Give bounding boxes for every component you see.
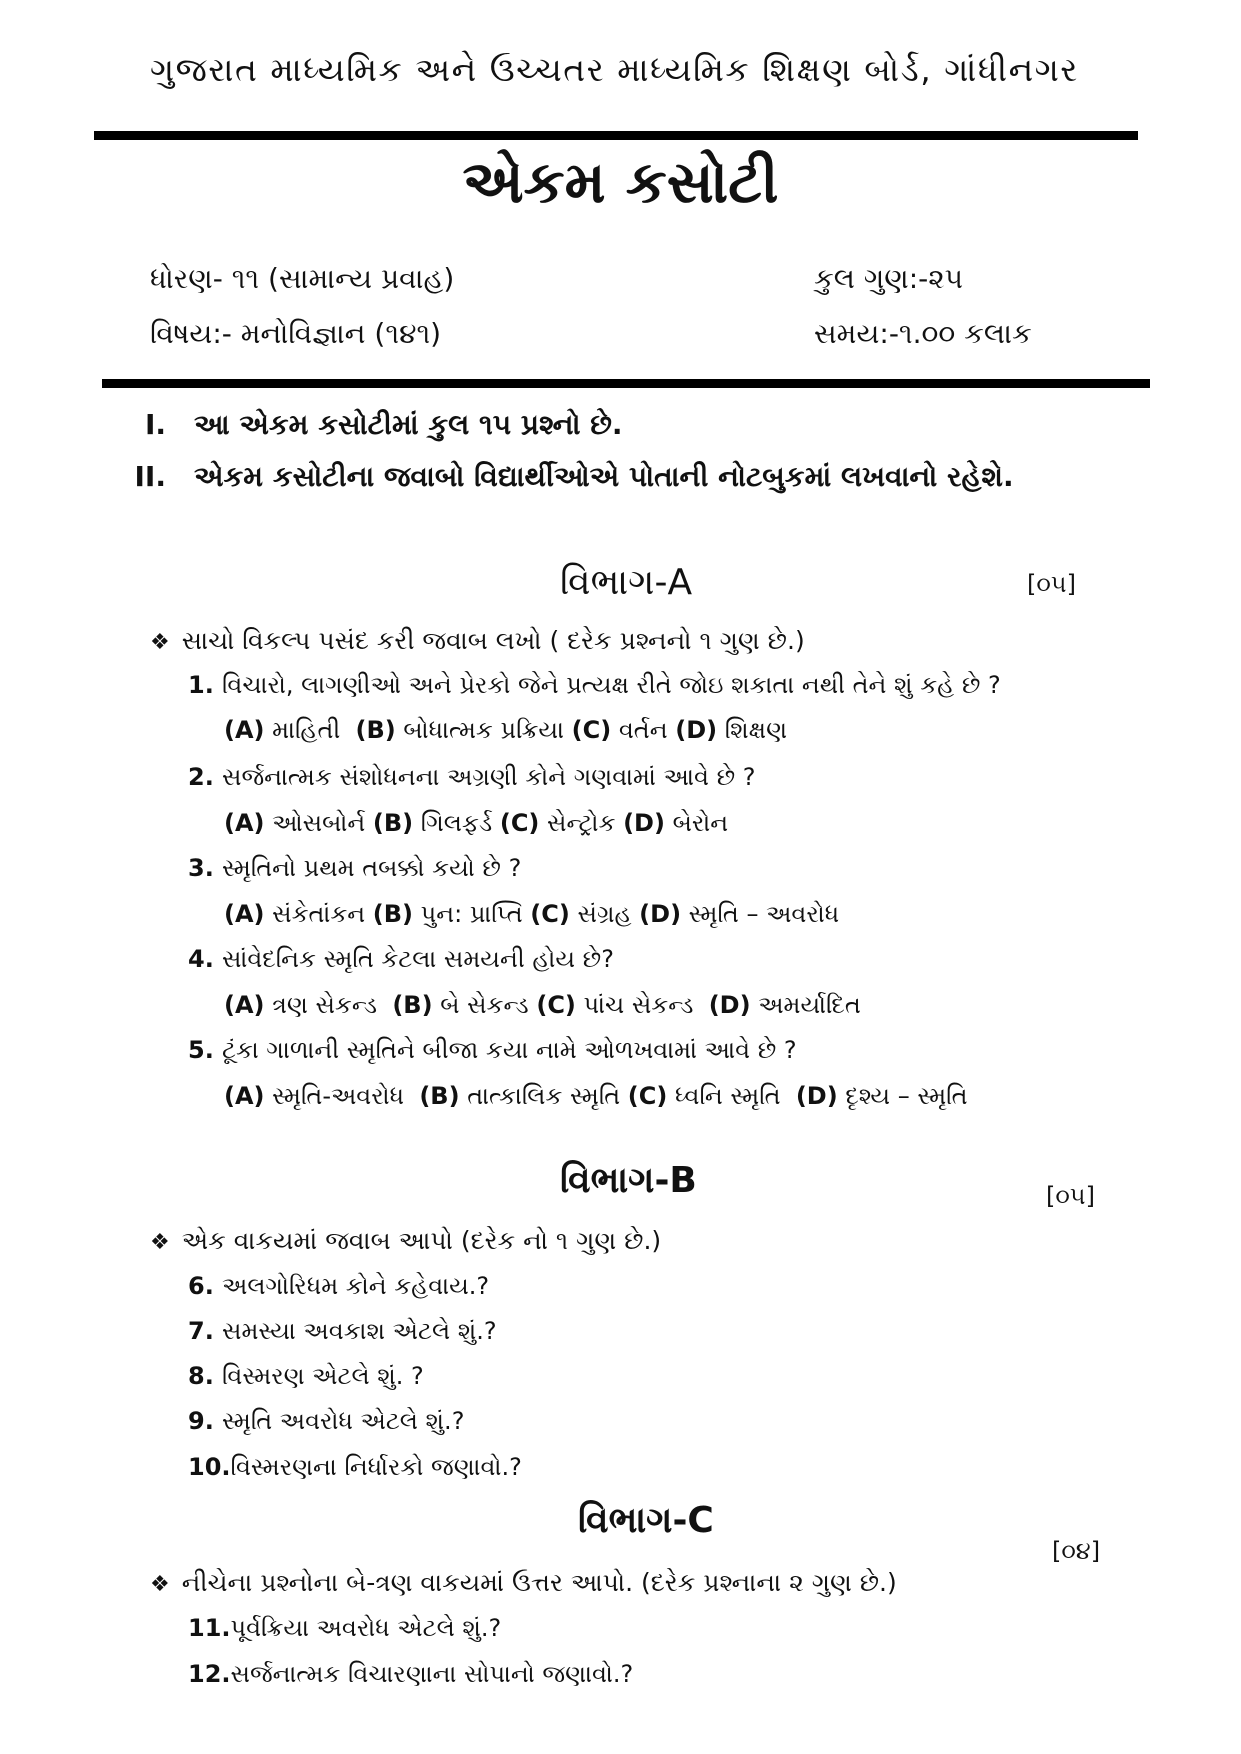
option-label: (B) [392,991,433,1019]
question-text: સમસ્યા અવકાશ એટલે શું.? [222,1317,497,1345]
question-number: 7. [188,1317,214,1345]
question-text: ટૂંકા ગાળાની સ્મૃતિને બીજા કયા નામે ઓળખવામાં આવે છે ? [222,1036,797,1064]
question-1-options [224,716,787,744]
page-title: એકમ કસોટી [462,148,779,216]
question-number: 12. [188,1660,231,1688]
section-c-title: વિભાગ-C [578,1500,714,1541]
question-number: 10. [188,1453,231,1481]
option-text: ઓસબોર્ન [272,809,366,837]
question-1 [188,671,1001,699]
option-text: તાત્કાલિક સ્મૃતિ [467,1082,621,1110]
question-text: સાંવેદનિક સ્મૃતિ કેટલા સમયની હોય છે? [222,945,614,973]
option-text: સંકેતાંકન [272,900,366,928]
grade-label: ધોરણ- ૧૧ (સામાન્ય પ્રવાહ) [150,262,455,295]
question-2-options [224,809,728,837]
option-text: માહિતી [272,716,341,744]
question-10 [188,1453,522,1481]
section-a-instruction [150,626,805,656]
section-a-title: વિભાગ-A [560,562,693,603]
option-text: શિક્ષણ [724,716,787,744]
option-label: (B) [355,716,396,744]
option-label: (D) [639,900,682,928]
option-label: (C) [571,716,612,744]
question-text: વિસ્મરણના નિર્ધારકો જણાવો.? [230,1453,522,1481]
option-label: (D) [623,809,665,837]
instruction-item [110,460,1014,494]
question-7 [188,1317,497,1345]
section-b-instruction-text: એક વાકયમાં જવાબ આપો (દરેક નો ૧ ગુણ છે.) [181,1226,662,1255]
question-5 [188,1036,797,1064]
option-label: (A) [224,1082,265,1110]
question-8 [188,1362,424,1390]
option-label: (D) [795,1082,838,1110]
question-number: 3. [188,854,214,882]
section-b-marks: [૦૫] [1046,1182,1095,1210]
section-b-instruction [150,1226,661,1256]
question-number: 4. [188,945,214,973]
instruction-item [110,408,623,442]
total-marks: કુલ ગુણ:-૨૫ [814,262,964,295]
option-label: (C) [627,1082,668,1110]
question-text: વિસ્મરણ એટલે શું. ? [222,1362,424,1390]
question-3-options [224,900,839,928]
question-number: 8. [188,1362,214,1390]
instruction-text: આ એકમ કસોટીમાં કુલ ૧૫ પ્રશ્નો છે. [194,408,623,441]
option-label: (A) [224,991,265,1019]
section-a-instruction-text: સાચો વિકલ્પ પસંદ કરી જવાબ લખો ( દરેક પ્રશ્નનો ૧ ગુણ છે.) [181,626,805,655]
question-4 [188,945,614,973]
meta-divider [102,379,1150,388]
question-3 [188,854,521,882]
option-text: ત્રણ સેકન્ડ [272,991,378,1019]
option-text: સેન્ટ્રોક [547,809,616,837]
diamond-bullet-icon: ❖ [150,1230,170,1255]
section-c-marks: [૦૪] [1052,1537,1101,1565]
question-text: અલગોરિધમ કોને કહેવાય.? [222,1272,490,1300]
question-number: 9. [188,1407,214,1435]
question-5-options [224,1082,968,1110]
question-4-options [224,991,861,1019]
option-label: (B) [372,809,414,837]
question-number: 2. [188,763,214,791]
option-text: ધ્વનિ સ્મૃતિ [675,1082,781,1110]
question-text: વિચારો, લાગણીઓ અને પ્રેરકો જેને પ્રત્યક્ષ રીતે જોઇ શકાતા નથી તેને શું કહે છે ? [222,671,1001,699]
question-text: પૂર્વક્રિયા અવરોધ એટલે શું.? [230,1614,502,1642]
section-c-instruction-text: નીચેના પ્રશ્નોના બે-ત્રણ વાકયમાં ઉત્તર આપો. (દરેક પ્રશ્નાના ૨ ગુણ છે.) [181,1568,897,1597]
option-text: પુન: પ્રાપ્તિ [420,900,523,928]
option-label: (C) [499,809,540,837]
option-text: સ્મૃતિ – અવરોધ [688,900,840,928]
question-text: સ્મૃતિનો પ્રથમ તબક્કો કયો છે ? [222,854,522,882]
question-2 [188,763,756,791]
question-number: 11. [188,1614,231,1642]
question-number: 6. [188,1272,214,1300]
option-text: બેરોન [672,809,729,837]
option-label: (D) [675,716,718,744]
diamond-bullet-icon: ❖ [150,630,170,655]
instruction-text: એકમ કસોટીના જવાબો વિદ્યાર્થીઓએ પોતાની નોટબુકમાં લખવાનો રહેશે. [194,460,1014,493]
section-b-title: વિભાગ-B [560,1160,697,1201]
option-label: (A) [224,809,265,837]
section-a-marks: [૦૫] [1027,570,1076,598]
subject-label: વિષય:- મનોવિજ્ઞાન (૧૪૧) [150,317,442,350]
option-label: (A) [224,900,265,928]
option-text: વર્તન [618,716,668,744]
instruction-number: II. [134,460,166,493]
question-6 [188,1272,489,1300]
option-label: (A) [224,716,265,744]
question-number: 5. [188,1036,214,1064]
option-text: દૃશ્ય – સ્મૃતિ [845,1082,968,1110]
option-label: (D) [708,991,751,1019]
option-label: (B) [372,900,414,928]
option-text: બે સેકન્ડ [440,991,529,1019]
option-text: ગિલફર્ડ [420,809,493,837]
question-11 [188,1614,501,1642]
option-text: પાંચ સેકન્ડ [583,991,694,1019]
question-text: સર્જનાત્મક સંશોધનના અગ્રણી કોને ગણવામાં આવે છે ? [222,763,756,791]
option-text: સંગ્રહ [577,900,632,928]
question-text: સ્મૃતિ અવરોધ એટલે શું.? [222,1407,465,1435]
question-text: સર્જનાત્મક વિચારણાના સોપાનો જણાવો.? [230,1660,634,1688]
option-text: અમર્યાદિત [758,991,861,1019]
option-label: (B) [419,1082,460,1110]
header-divider [94,131,1138,140]
option-text: સ્મૃતિ-અવરોધ [272,1082,405,1110]
option-label: (C) [536,991,576,1019]
option-text: બોધાત્મક પ્રક્રિયા [403,716,564,744]
time-label: સમય:-૧.૦૦ કલાક [814,317,1032,350]
board-name: ગુજરાત માધ્યમિક અને ઉચ્ચતર માધ્યમિક શિક્ષણ બોર્ડ, ગાંધીનગર [150,50,1079,89]
question-number: 1. [188,671,214,699]
section-c-instruction [150,1568,897,1598]
option-label: (C) [530,900,570,928]
question-12 [188,1660,633,1688]
question-9 [188,1407,464,1435]
diamond-bullet-icon: ❖ [150,1572,170,1597]
instruction-number: I. [144,408,166,441]
